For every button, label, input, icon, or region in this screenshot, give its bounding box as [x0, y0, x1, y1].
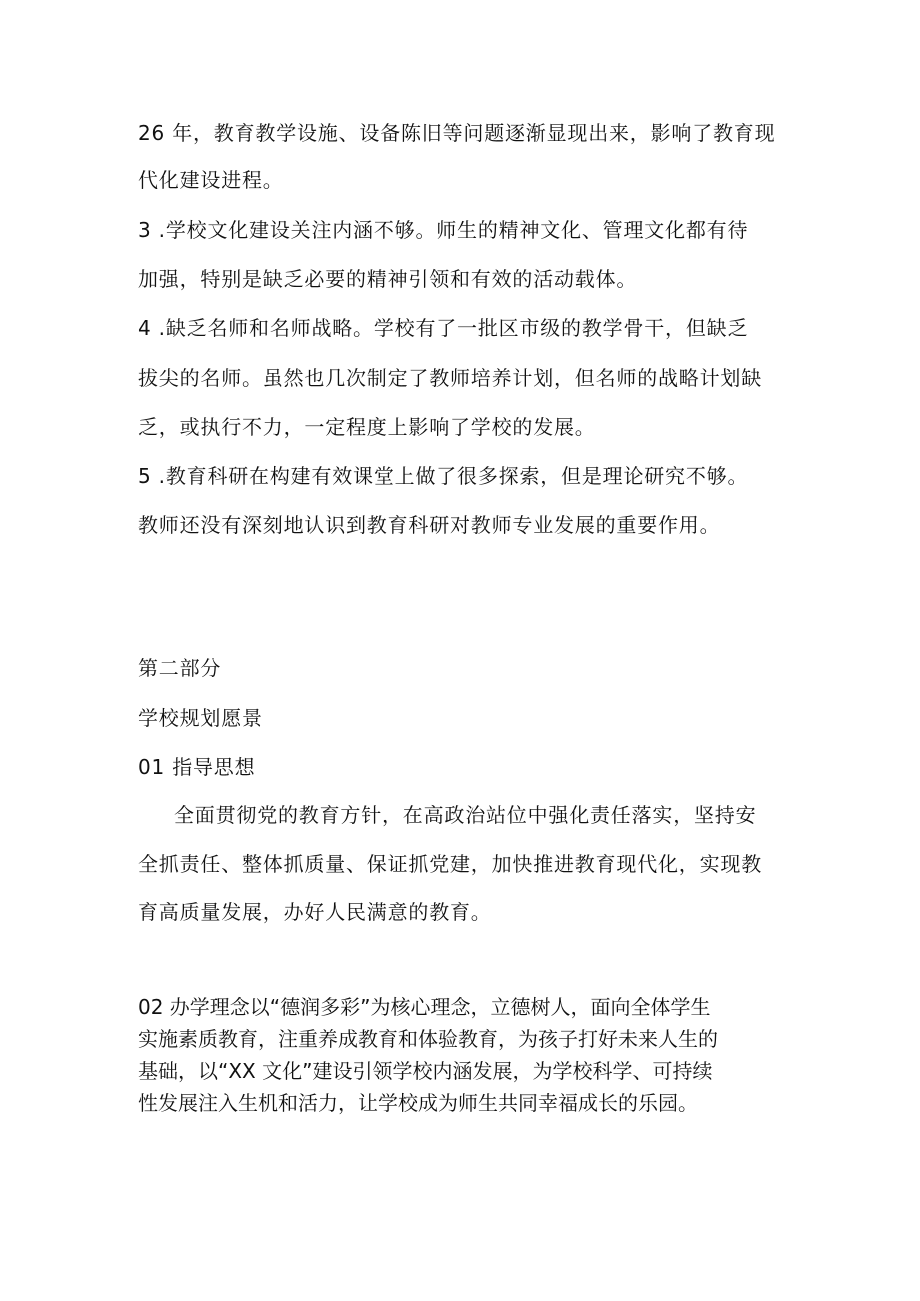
paragraph-3-line-2: 拔尖的名师。虽然也几次制定了教师培养计划，但名师的战略计划缺	[138, 366, 762, 390]
guiding-heading: 01 指导思想	[138, 755, 256, 779]
guiding-paragraph-line-1: 全面贯彻党的教育方针，在高政治站位中强化责任落实，坚持安	[174, 803, 757, 827]
paragraph-2-line-1: 3 .学校文化建设关注内涵不够。师生的精神文化、管理文化都有待	[138, 218, 749, 242]
paragraph-3-line-1: 4 .缺乏名师和名师战略。学校有了一批区市级的教学骨干，但缺乏	[138, 316, 749, 340]
section-subheading: 学校规划愿景	[138, 706, 263, 730]
guiding-paragraph-line-3: 育高质量发展，办好人民满意的教育。	[138, 900, 492, 924]
philosophy-paragraph-line-4: 性发展注入生机和活力，让学校成为师生共同幸福成长的乐园。	[138, 1091, 698, 1115]
philosophy-paragraph-line-3: 基础，以“XX 文化”建设引领学校内涵发展，为学校科学、可持续	[138, 1059, 713, 1083]
paragraph-4-line-2: 教师还没有深刻地认识到教育科研对教师专业发展的重要作用。	[138, 513, 721, 537]
paragraph-1-line-1: 26 年，教育教学设施、设备陈旧等问题逐渐显现出来，影响了教育现	[138, 121, 776, 145]
paragraph-2-line-2: 加强，特别是缺乏必要的精神引领和有效的活动载体。	[138, 267, 638, 291]
section-heading: 第二部分	[138, 656, 222, 680]
paragraph-1-line-2: 代化建设进程。	[138, 168, 284, 192]
philosophy-paragraph-line-1: 02 办学理念以“德润多彩”为核心理念，立德树人，面向全体学生	[138, 995, 711, 1019]
paragraph-4-line-1: 5 .教育科研在构建有效课堂上做了很多探索，但是理论研究不够。	[138, 464, 749, 488]
philosophy-paragraph-line-2: 实施素质教育，注重养成教育和体验教育，为孩子打好未来人生的	[138, 1027, 718, 1051]
guiding-paragraph-line-2: 全抓责任、整体抓质量、保证抓党建，加快推进教育现代化，实现教	[138, 852, 762, 876]
paragraph-3-line-3: 乏，或执行不力，一定程度上影响了学校的发展。	[138, 415, 596, 439]
